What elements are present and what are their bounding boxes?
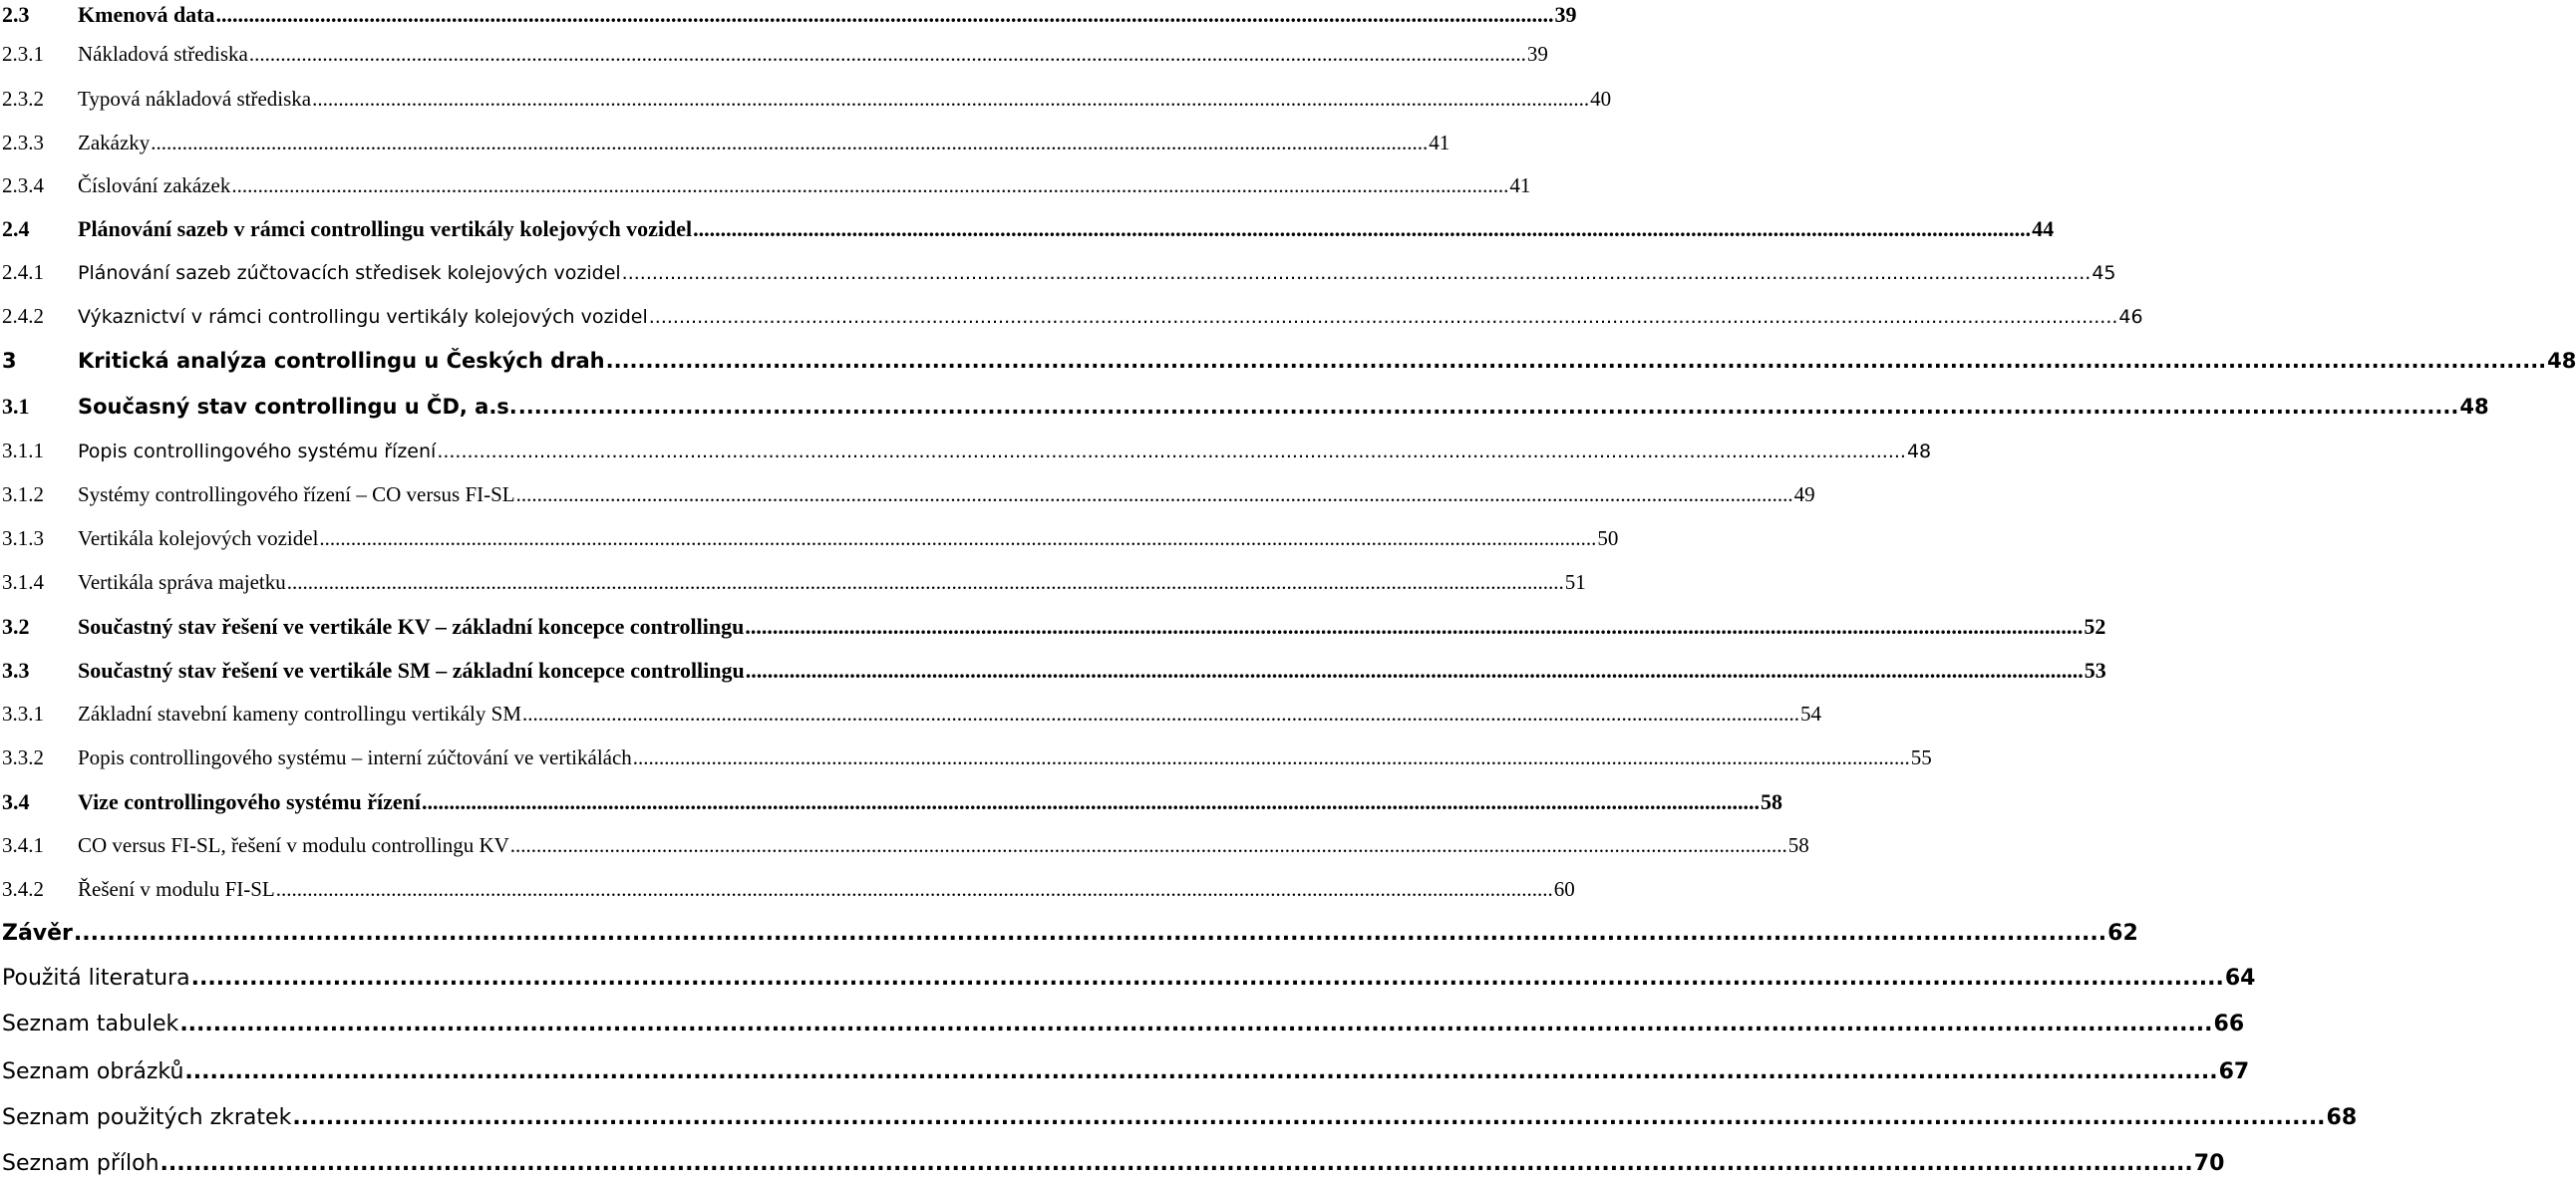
toc-entry[interactable]: [2, 131, 1450, 155]
toc-entry-title: Součastný stav řešení ve vertikále SM – základní koncepce controllingu: [78, 658, 745, 683]
toc-entry-number: 2.3: [2, 2, 30, 27]
toc-dot-leader: [151, 131, 1428, 155]
toc-entry-page: 44: [2032, 216, 2055, 241]
toc-entry-page: 55: [1910, 745, 1932, 769]
toc-dot-leader: [231, 173, 1508, 198]
toc-entry-number: 3.4.2: [2, 877, 44, 901]
toc-entry-page: 46: [2118, 306, 2143, 328]
toc-entry-page: 41: [1429, 131, 1450, 154]
toc-entry-page: 49: [1793, 482, 1815, 506]
toc-entry-number: 3.1.3: [2, 526, 44, 550]
toc-entry-title: Plánování sazeb v rámci controllingu vertikály kolejových vozidel: [78, 216, 693, 241]
toc-entry-title: Řešení v modulu FI-SL: [78, 877, 275, 901]
toc-entry-title: Seznam tabulek: [2, 1012, 179, 1036]
toc-entry[interactable]: [2, 304, 2143, 329]
toc-entry-list-of-tables[interactable]: [2, 1012, 2245, 1036]
toc-entry-page: 62: [2107, 921, 2138, 946]
toc-entry[interactable]: [2, 87, 1612, 112]
toc-entry-title: Číslování zakázek: [78, 173, 231, 197]
toc-entry-number: 2.4.1: [2, 260, 44, 284]
toc-dot-leader: [292, 1105, 2325, 1130]
toc-entry-title: Plánování sazeb zúčtovacích středisek kolejových vozidel: [78, 262, 621, 284]
toc-entry-number: 3: [2, 349, 17, 373]
toc-entry[interactable]: [2, 439, 1932, 463]
toc-entry[interactable]: [2, 745, 1932, 770]
toc-dot-leader: [746, 658, 2084, 684]
toc-dot-leader: [184, 1059, 2217, 1084]
toc-entry-title: Výkaznictví v rámci controllingu vertikály kolejových vozidel: [78, 306, 648, 328]
toc-entry-title: Kmenová data: [78, 2, 215, 27]
toc-entry-title: Seznam příloh: [2, 1151, 160, 1176]
toc-entry[interactable]: [2, 2, 1577, 28]
toc-entry-number: 2.3.2: [2, 87, 44, 111]
toc-entry-bibliography[interactable]: [2, 966, 2256, 991]
toc-entry-title: Součastný stav řešení ve vertikále KV – základní koncepce controllingu: [78, 614, 745, 639]
toc-entry[interactable]: [2, 526, 1619, 551]
toc-entry[interactable]: [2, 789, 1783, 815]
toc-dot-leader: [179, 1012, 2212, 1036]
toc-entry-list-of-abbreviations[interactable]: [2, 1105, 2358, 1130]
toc-dot-leader: [649, 306, 2118, 328]
toc-entry-page: 52: [2084, 614, 2106, 639]
toc-entry-number: 3.1.2: [2, 482, 44, 506]
toc-entry-number: 2.4: [2, 216, 30, 241]
toc-entry[interactable]: [2, 173, 1531, 198]
toc-entry-number: 3.3: [2, 658, 30, 683]
toc-dot-leader: [510, 833, 1787, 858]
toc-entry-title: Popis controllingového systému řízení: [78, 441, 437, 462]
toc-dot-leader: [622, 262, 2092, 284]
toc-entry[interactable]: [2, 877, 1575, 902]
toc-entry-title: Zakázky: [78, 131, 151, 154]
toc-dot-leader: [249, 42, 1526, 67]
toc-entry-number: 3.1.1: [2, 439, 44, 462]
toc-entry-page: 50: [1597, 526, 1619, 550]
toc-dot-leader: [606, 349, 2547, 373]
toc-entry-page: 48: [1906, 441, 1932, 462]
toc-dot-leader: [161, 1151, 2193, 1176]
toc-entry[interactable]: [2, 42, 1548, 67]
toc-dot-leader: [693, 216, 2031, 242]
toc-entry-title: Vertikála správa majetku: [78, 570, 286, 594]
toc-entry[interactable]: [2, 349, 2576, 373]
toc-entry-title: Vertikála kolejových vozidel: [78, 526, 319, 550]
toc-entry[interactable]: [2, 614, 2106, 640]
toc-entry-page: 54: [1800, 702, 1821, 726]
toc-entry[interactable]: [2, 394, 2489, 420]
toc-dot-leader: [287, 570, 1564, 595]
toc-dot-leader: [319, 526, 1596, 551]
toc-dot-leader: [745, 614, 2083, 640]
toc-entry-title: Seznam obrázků: [2, 1059, 184, 1084]
toc-entry-page: 48: [2547, 349, 2576, 373]
toc-entry-title: Kritická analýza controllingu u Českých drah: [78, 349, 605, 373]
toc-entry-page: 39: [1554, 2, 1577, 27]
toc-entry-page: 48: [2459, 395, 2489, 419]
toc-entry-number: 3.1: [2, 394, 30, 419]
toc-entry-number: 2.4.2: [2, 304, 44, 328]
toc-dot-leader: [276, 877, 1553, 902]
toc-entry-page: 64: [2224, 966, 2256, 991]
toc-dot-leader: [216, 2, 1554, 28]
toc-entry-title: Typová nákladová střediska: [78, 87, 312, 111]
toc-entry-title: Nákladová střediska: [78, 42, 248, 66]
toc-dot-leader: [74, 921, 2106, 946]
toc-entry-title: Závěr: [2, 921, 73, 946]
toc-dot-leader: [633, 745, 1910, 770]
toc-entry-conclusion[interactable]: [2, 921, 2138, 946]
toc-entry-page: 40: [1590, 87, 1612, 111]
toc-entry-list-of-appendices[interactable]: [2, 1151, 2225, 1176]
toc-entry-page: 60: [1553, 877, 1575, 901]
toc-entry-number: 2.3.4: [2, 173, 44, 197]
toc-entry-title: Použitá literatura: [2, 966, 190, 991]
toc-dot-leader: [522, 702, 1799, 727]
toc-entry[interactable]: [2, 570, 1586, 595]
toc-entry-page: 58: [1761, 789, 1783, 814]
toc-entry[interactable]: [2, 702, 1821, 727]
toc-dot-leader: [437, 441, 1906, 462]
toc-entry-page: 45: [2092, 262, 2116, 284]
toc-entry[interactable]: [2, 482, 1815, 507]
toc-entry[interactable]: [2, 216, 2055, 242]
toc-entry-page: 58: [1787, 833, 1809, 857]
toc-entry-title: Vize controllingového systému řízení: [78, 789, 422, 814]
toc-entry-page: 51: [1564, 570, 1586, 594]
toc-entry[interactable]: [2, 833, 1809, 858]
toc-entry-page: 68: [2326, 1105, 2358, 1130]
toc-entry-number: 3.3.2: [2, 745, 44, 769]
toc-entry-number: 2.3.1: [2, 42, 44, 66]
toc-dot-leader: [516, 482, 1793, 507]
toc-entry-number: 3.4.1: [2, 833, 44, 857]
toc-entry-number: 3.4: [2, 789, 30, 814]
toc-entry-title: Základní stavební kameny controllingu vertikály SM: [78, 702, 521, 726]
toc-entry-list-of-figures[interactable]: [2, 1059, 2250, 1084]
toc-entry-number: 3.1.4: [2, 570, 44, 594]
toc-entry-page: 39: [1526, 42, 1548, 66]
toc-dot-leader: [191, 966, 2224, 991]
toc-dot-leader: [312, 87, 1589, 112]
toc-entry-title: Systémy controllingového řízení – CO versus FI-SL: [78, 482, 515, 506]
toc-entry[interactable]: [2, 658, 2106, 684]
toc-entry-number: 3.3.1: [2, 702, 44, 726]
toc-entry-title: Popis controllingového systému – interní zúčtování ve vertikálách: [78, 745, 632, 769]
toc-entry-title: CO versus FI-SL, řešení v modulu controllingu KV: [78, 833, 509, 857]
toc-entry-page: 70: [2193, 1151, 2225, 1176]
toc-entry-page: 67: [2218, 1059, 2250, 1084]
toc-entry-page: 66: [2213, 1012, 2245, 1036]
toc-dot-leader: [422, 789, 1760, 815]
toc-entry-title: Seznam použitých zkratek: [2, 1105, 292, 1130]
toc-dot-leader: [518, 395, 2459, 419]
toc-entry-title: Současný stav controllingu u ČD, a.s.: [78, 395, 517, 419]
toc-entry-number: 3.2: [2, 614, 30, 639]
toc-entry-page: 41: [1509, 173, 1531, 197]
toc-entry[interactable]: [2, 260, 2116, 285]
toc-entry-page: 53: [2084, 658, 2106, 683]
toc-entry-number: 2.3.3: [2, 131, 44, 154]
